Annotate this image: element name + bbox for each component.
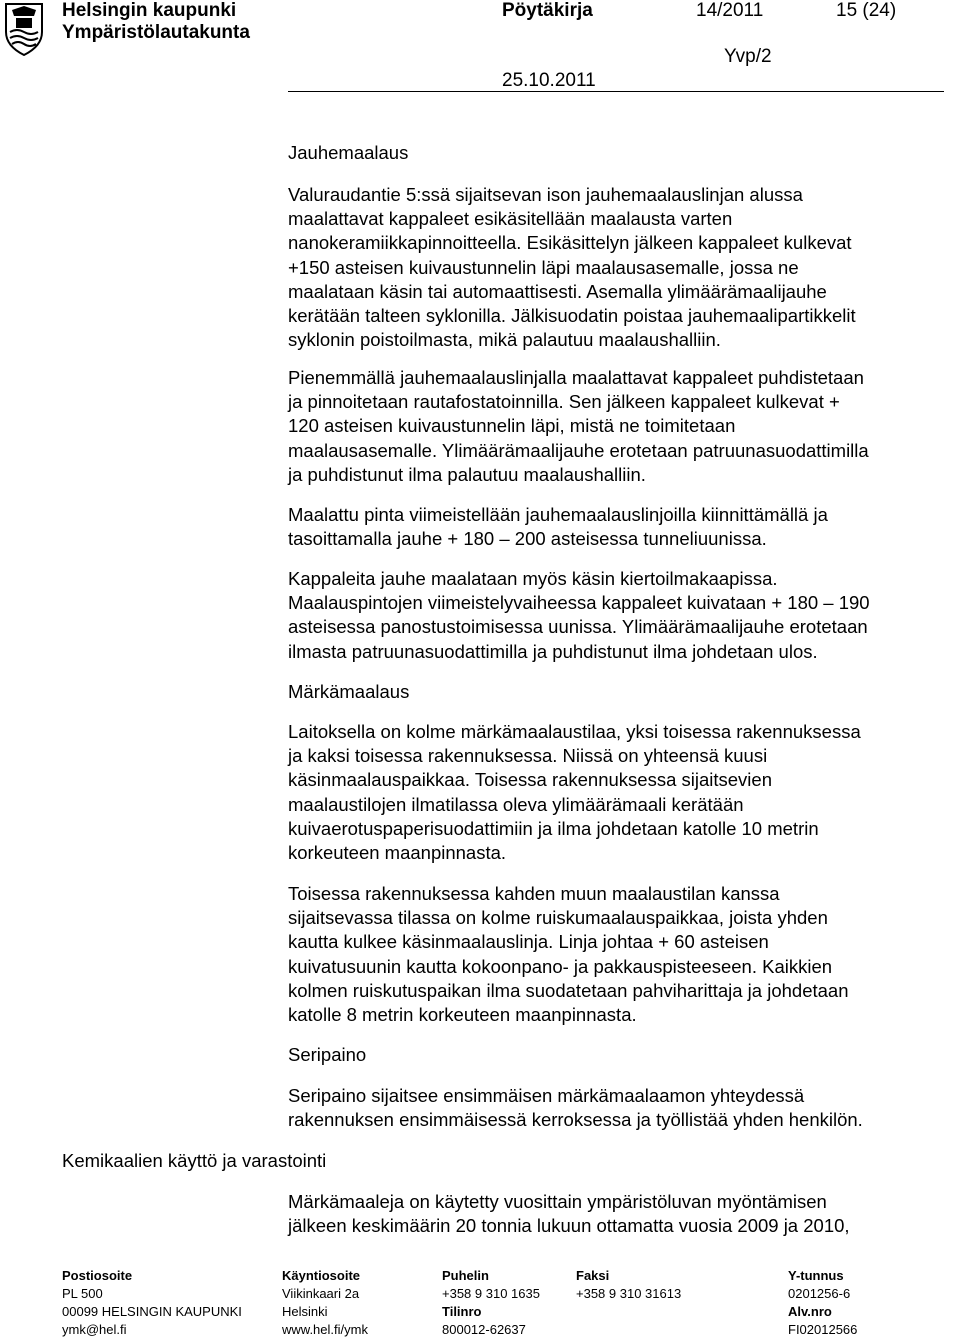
organization-name: Helsingin kaupunki (62, 0, 237, 21)
paragraph-5: Laitoksella on kolme märkämaalaustilaa, yksi toisessa rakennuksessa ja kaksi toisessa rakennuksessa. Niissä on yhteensä kuusi käsinmaalauspaikkaa. Toisessa rakennuksessa sijaitsevien maalaustilojen ilmatilassa oleva ylimäärämaali kerätään kuivaerotuspaperisuodattimiin ja ilma johdetaan katolle 10 metrin korkeuteen maanpinnasta. (288, 721, 861, 864)
department-name: Ympäristölautakunta (62, 22, 250, 43)
document-type: Pöytäkirja (502, 0, 593, 21)
paragraph-2: Pienemmällä jauhemaalauslinjalla maalattavat kappaleet puhdistetaan ja pinnoitetaan rautafostatoinnilla. Sen jälkeen kappaleet kulkevat + 120 asteisen kuivaustunnelin läpi, mistä ne toimitetaan maalausasemalle. Ylimäärämaalijauhe erotetaan patruunasuodattimilla ja puhdistunut ilma palautuu maalaushalliin. (288, 367, 869, 485)
side-heading-kemikaalit: Kemikaalien käyttö ja varastointi (62, 1150, 327, 1171)
paragraph-1: Valuraudantie 5:ssä sijaitsevan ison jauhemaalauslinjan alussa maalattavat kappaleet esikäsitellään maalausta varten nanokeramiikkapinnoitteella. Esikäsittelyn jälkeen kappaleet kulkevat +150 asteisen kuivaustunnelin läpi maalausasemalle, jossa ne maalataan käsin tai automaattisesti. Asemalla ylimäärämaalijauhe kerätään talteen syklonilla. Jälkisuodatin poistaa jauhemaalipartikkelit syklonin poistoilmasta, mikä palautuu maalaushalliin. (288, 184, 856, 351)
header-rule (288, 91, 944, 92)
document-number: 14/2011 (696, 0, 764, 21)
paragraph-3: Maalattu pinta viimeistellään jauhemaalauslinjoilla kiinnittämällä ja tasoittamalla jauhe + 180 – 200 asteisessa tunneliuunissa. (288, 504, 828, 550)
footer-website-link[interactable]: www.hel.fi/ymk (282, 1322, 368, 1337)
meeting-date: 25.10.2011 (502, 70, 596, 91)
paragraph-4: Kappaleita jauhe maalataan myös käsin kiertoilmakaapissa. Maalauspintojen viimeistelyvaiheessa kappaleet kuivataan + 180 – 190 asteisessa panostustoimisessa uunissa. Ylimäärämaalijauhe erotetaan ilmasta patruunasuodattimilla ja puhdistunut ilma johdetaan ulos. (288, 568, 870, 662)
footer-faksi: Faksi +358 9 310 31613 (576, 1268, 682, 1301)
paragraph-7: Seripaino sijaitsee ensimmäisen märkämaalaamon yhteydessä rakennuksen ensimmäisessä kerroksessa ja työllistää yhden henkilön. (288, 1085, 863, 1131)
paragraph-8: Märkämaaleja on käytetty vuosittain ympäristöluvan myöntämisen jälkeen keskimäärin 20 tonnia lukuun ottamatta vuosia 2009 ja 2010, (288, 1191, 850, 1237)
footer-email-link[interactable]: ymk@hel.fi (62, 1322, 127, 1337)
footer-ytunnus: Y-tunnus 0201256-6 Alv.nro FI02012566 (788, 1268, 858, 1337)
section-code: Yvp/2 (724, 46, 772, 67)
heading-jauhemaalaus: Jauhemaalaus (288, 142, 409, 163)
page-number: 15 (24) (836, 0, 897, 21)
footer-postiosoite: Postiosoite PL 500 00099 HELSINGIN KAUPUNKI ymk@hel.fi (62, 1268, 242, 1340)
heading-markamaalaus: Märkämaalaus (288, 681, 410, 702)
heading-seripaino: Seripaino (288, 1044, 367, 1065)
paragraph-6: Toisessa rakennuksessa kahden muun maalaustilan kanssa sijaitsevassa tilassa on kolme ruiskumaalauspaikkaa, joista yhden kautta kulkee käsinmaalauslinja. Linja johtaa + 60 asteisen kuivatusuunin kautta kokoonpano- ja pakkauspisteeseen. Kaikkien kolmen ruiskutuspaikan ilma suodatetaan pahviharittaja ja johdetaan katolle 8 metrin korkeuteen maanpinnasta. (288, 883, 849, 1026)
footer-kayntiosoite: Käyntiosoite Viikinkaari 2a Helsinki www.hel.fi/ymk (282, 1268, 368, 1340)
footer-puhelin: Puhelin +358 9 310 1635 Tilinro 800012-62637 (442, 1268, 540, 1337)
helsinki-crest-logo (2, 2, 46, 56)
